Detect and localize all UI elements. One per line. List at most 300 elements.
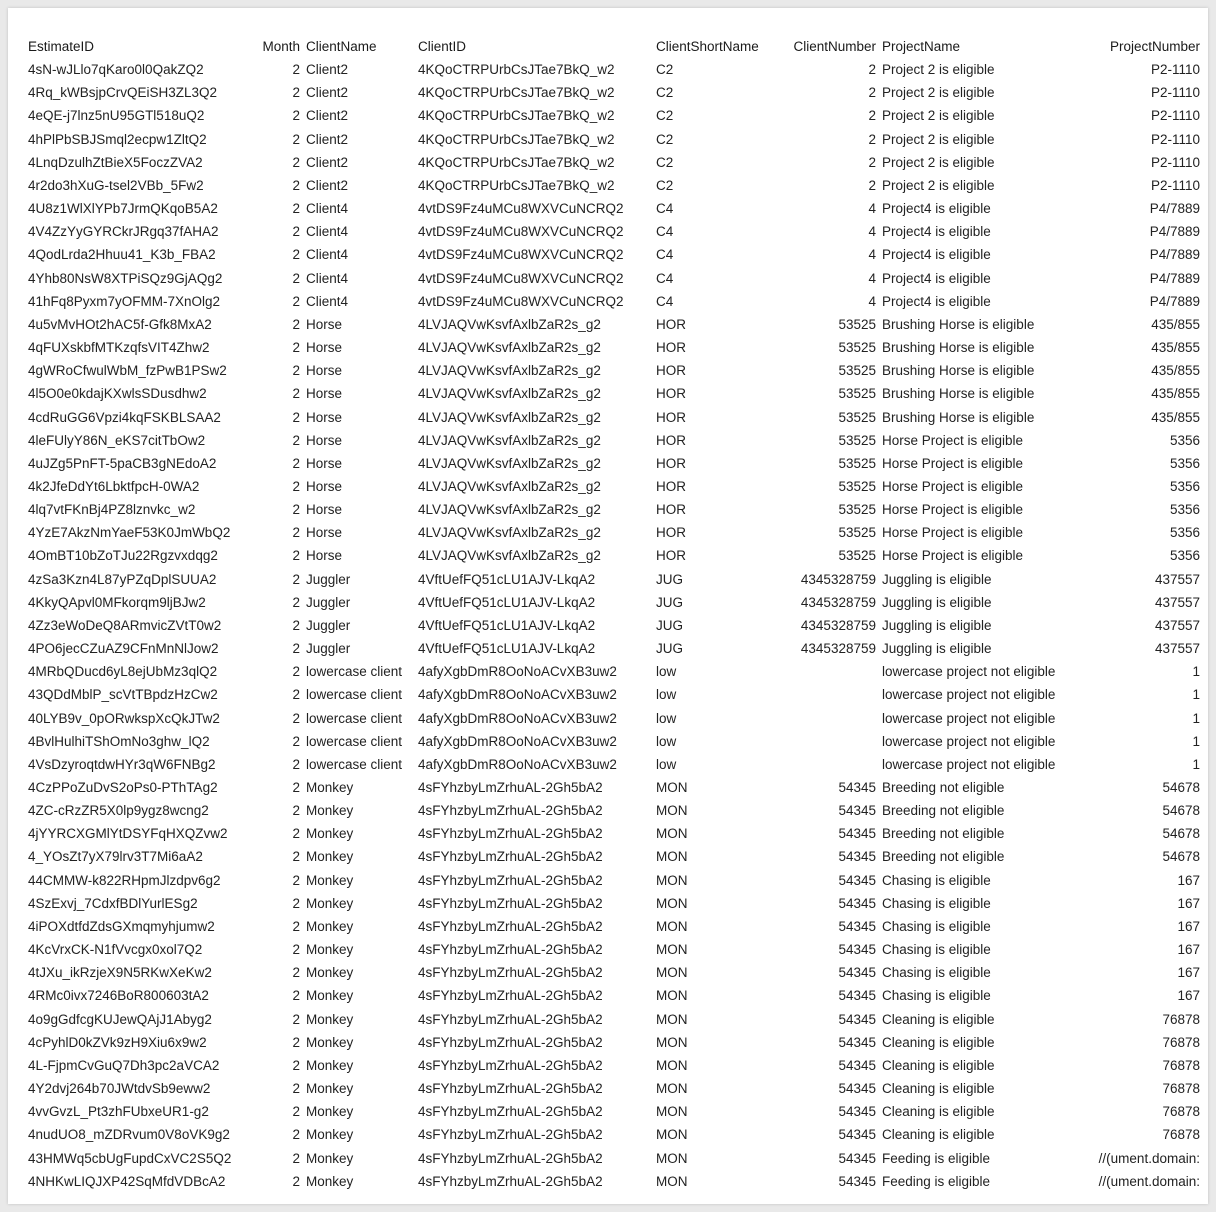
- cell-client-name: Juggler: [306, 594, 351, 610]
- cell-client-number: 54345: [838, 1034, 876, 1050]
- estimates-table: [28, 35, 1200, 1193]
- cell-client-id: 4sFYhzbyLmZrhuAL-2Gh5bA2: [418, 872, 603, 888]
- cell-client-id: 4KQoCTRPUrbCsJTae7BkQ_w2: [418, 131, 615, 147]
- col-header-clientname: ClientName: [306, 39, 377, 54]
- cell-project-number: 1: [1192, 687, 1200, 703]
- cell-client-id: 4vtDS9Fz4uMCu8WXVCuNCRQ2: [418, 224, 624, 240]
- cell-project-name: Juggling is eligible: [882, 594, 992, 610]
- cell-estimate-id: 4QodLrda2Hhuu41_K3b_FBA2: [28, 247, 216, 263]
- cell-client-short-name: MON: [656, 1057, 688, 1073]
- cell-client-number: [780, 707, 876, 730]
- cell-estimate-id: 4leFUlyY86N_eKS7citTbOw2: [28, 432, 206, 448]
- cell-month: 2: [292, 756, 300, 772]
- cell-client-id: 4sFYhzbyLmZrhuAL-2Gh5bA2: [418, 826, 603, 842]
- cell-client-name: Monkey: [306, 826, 354, 842]
- cell-client-short-name: MON: [656, 942, 688, 958]
- cell-project-name: Project4 is eligible: [882, 270, 991, 286]
- cell-client-id: 4LVJAQVwKsvfAxlbZaR2s_g2: [418, 455, 601, 471]
- cell-project-name: lowercase project not eligible: [882, 710, 1056, 726]
- cell-month: 2: [292, 316, 300, 332]
- cell-client-name: Horse: [306, 386, 343, 402]
- cell-project-name: lowercase project not eligible: [882, 687, 1056, 703]
- cell-project-name: lowercase project not eligible: [882, 733, 1056, 749]
- table-row: [28, 429, 1200, 452]
- cell-project-name: Cleaning is eligible: [882, 1081, 995, 1097]
- cell-project-name: Project4 is eligible: [882, 224, 991, 240]
- cell-client-short-name: HOR: [656, 340, 686, 356]
- cell-project-name: Juggling is eligible: [882, 571, 992, 587]
- cell-client-number: 4: [868, 224, 876, 240]
- cell-client-number: 2: [868, 62, 876, 78]
- cell-estimate-id: 4OmBT10bZoTJu22Rgzvxdqg2: [28, 548, 218, 564]
- cell-client-number: 54345: [838, 803, 876, 819]
- table-row: [28, 730, 1200, 753]
- cell-project-name: Brushing Horse is eligible: [882, 363, 1035, 379]
- cell-client-short-name: C4: [656, 293, 674, 309]
- col-header-clientshortname: ClientShortName: [656, 39, 759, 54]
- cell-project-number: 5356: [1169, 525, 1200, 541]
- cell-client-short-name: MON: [656, 988, 688, 1004]
- cell-estimate-id: 4V4ZzYyGYRCkrJRgq37fAHA2: [28, 224, 219, 240]
- cell-project-number: :ument.domain)//: [1098, 1150, 1200, 1166]
- cell-estimate-id: 4U8z1WlXlYPb7JrmQKqoB5A2: [28, 201, 218, 217]
- cell-month: 2: [292, 664, 300, 680]
- cell-project-name: Breeding not eligible: [882, 849, 1005, 865]
- cell-estimate-id: 4zSa3Kzn4L87yPZqDplSUUA2: [28, 571, 217, 587]
- table-row: [28, 220, 1200, 243]
- cell-client-id: 4sFYhzbyLmZrhuAL-2Gh5bA2: [418, 1173, 603, 1189]
- cell-estimate-id: 4SzExvj_7CdxfBDlYurlESg2: [28, 895, 198, 911]
- cell-project-name: Breeding not eligible: [882, 803, 1005, 819]
- cell-project-number: 1: [1192, 710, 1200, 726]
- cell-project-number: 54678: [1162, 826, 1200, 842]
- cell-client-number: 2: [868, 85, 876, 101]
- cell-client-name: Monkey: [306, 1127, 354, 1143]
- cell-client-short-name: HOR: [656, 432, 686, 448]
- cell-project-number: 1: [1192, 733, 1200, 749]
- cell-month: 2: [292, 1011, 300, 1027]
- cell-month: 2: [292, 432, 300, 448]
- cell-client-number: [780, 730, 876, 753]
- cell-project-name: Juggling is eligible: [882, 641, 992, 657]
- cell-project-name: Brushing Horse is eligible: [882, 386, 1035, 402]
- cell-project-number: 437557: [1154, 594, 1200, 610]
- table-row: [28, 498, 1200, 521]
- cell-project-name: Horse Project is eligible: [882, 432, 1024, 448]
- cell-client-name: Client2: [306, 108, 349, 124]
- cell-month: 2: [292, 224, 300, 240]
- table-row: [28, 1031, 1200, 1054]
- cell-client-name: Client4: [306, 247, 349, 263]
- cell-project-number: 167: [1177, 918, 1200, 934]
- cell-client-id: 4VftUefFQ51cLU1AJV-LkqA2: [418, 617, 596, 633]
- cell-project-number: P2-1110: [1150, 154, 1200, 170]
- cell-client-number: 53525: [838, 363, 876, 379]
- cell-client-short-name: C2: [656, 131, 674, 147]
- cell-project-number: 437557: [1154, 641, 1200, 657]
- table-row: [28, 544, 1200, 567]
- cell-client-number: 54345: [838, 826, 876, 842]
- table-row: [28, 151, 1200, 174]
- cell-month: 2: [292, 1081, 300, 1097]
- cell-project-number: 1: [1192, 756, 1200, 772]
- cell-estimate-id: 4NHKwLIQJXP42SqMfdVDBcA2: [28, 1173, 226, 1189]
- cell-estimate-id: 40LYB9v_0pORwkspXcQkJTw2: [28, 710, 220, 726]
- cell-client-name: Horse: [306, 548, 343, 564]
- cell-client-number: 53525: [838, 478, 876, 494]
- cell-client-id: 4sFYhzbyLmZrhuAL-2Gh5bA2: [418, 965, 603, 981]
- cell-client-number: 53525: [838, 548, 876, 564]
- cell-client-short-name: low: [656, 733, 677, 749]
- cell-project-number: 76878: [1162, 1104, 1200, 1120]
- col-header-month: Month: [262, 39, 300, 54]
- cell-month: 2: [292, 108, 300, 124]
- cell-client-name: Monkey: [306, 942, 354, 958]
- cell-client-short-name: JUG: [656, 617, 683, 633]
- cell-project-number: P4/7889: [1149, 224, 1200, 240]
- cell-client-short-name: MON: [656, 826, 688, 842]
- cell-client-id: 4afyXgbDmR8OoNoACvXB3uw2: [418, 664, 617, 680]
- cell-client-id: 4vtDS9Fz4uMCu8WXVCuNCRQ2: [418, 270, 624, 286]
- document-page: [8, 8, 1208, 1204]
- cell-project-name: Breeding not eligible: [882, 780, 1005, 795]
- cell-estimate-id: 4cPyhlD0kZVk9zH9Xiu6x9w2: [28, 1034, 207, 1050]
- cell-month: 2: [292, 1127, 300, 1143]
- cell-month: 2: [292, 918, 300, 934]
- cell-client-number: 4: [868, 247, 876, 263]
- cell-client-number: [780, 683, 876, 706]
- cell-project-number: 167: [1177, 965, 1200, 981]
- table-row: [28, 359, 1200, 382]
- cell-client-id: 4sFYhzbyLmZrhuAL-2Gh5bA2: [418, 1150, 603, 1166]
- cell-project-number: P4/7889: [1149, 293, 1200, 309]
- cell-client-name: Monkey: [306, 988, 354, 1004]
- cell-month: 2: [292, 710, 300, 726]
- table-row: [28, 892, 1200, 915]
- cell-client-id: 4afyXgbDmR8OoNoACvXB3uw2: [418, 710, 617, 726]
- cell-client-number: 2: [868, 177, 876, 193]
- cell-project-name: Feeding is eligible: [882, 1173, 991, 1189]
- cell-month: 2: [292, 478, 300, 494]
- cell-client-name: Monkey: [306, 895, 354, 911]
- table-row: [28, 637, 1200, 660]
- cell-month: 2: [292, 340, 300, 356]
- cell-project-number: 435/855: [1151, 363, 1200, 379]
- cell-client-short-name: C2: [656, 154, 674, 170]
- cell-month: 2: [292, 154, 300, 170]
- cell-client-number: 2: [868, 154, 876, 170]
- cell-client-short-name: MON: [656, 803, 688, 819]
- cell-estimate-id: 4gWRoCfwulWbM_fzPwB1PSw2: [28, 363, 227, 379]
- cell-project-number: 5356: [1169, 432, 1200, 448]
- cell-month: 2: [292, 1173, 300, 1189]
- cell-client-name: Monkey: [306, 1150, 354, 1166]
- cell-client-name: Monkey: [306, 1173, 354, 1189]
- cell-month: 2: [292, 780, 300, 795]
- cell-client-name: Horse: [306, 316, 343, 332]
- cell-client-id: 4LVJAQVwKsvfAxlbZaR2s_g2: [418, 409, 601, 425]
- cell-estimate-id: 4lq7vtFKnBj4PZ8lznvkc_w2: [28, 502, 196, 518]
- cell-client-number: 53525: [838, 525, 876, 541]
- table-row: [28, 1008, 1200, 1031]
- cell-project-number: 435/855: [1151, 386, 1200, 402]
- cell-client-number: 4: [868, 201, 876, 217]
- cell-estimate-id: 4jYYRCXGMlYtDSYFqHXQZvw2: [28, 826, 228, 842]
- cell-project-name: Project 2 is eligible: [882, 154, 995, 170]
- cell-client-name: Monkey: [306, 1057, 354, 1073]
- cell-client-number: 54345: [838, 1081, 876, 1097]
- cell-client-short-name: C2: [656, 108, 674, 124]
- cell-project-name: Chasing is eligible: [882, 895, 991, 911]
- cell-project-name: Project 2 is eligible: [882, 177, 995, 193]
- cell-client-id: 4LVJAQVwKsvfAxlbZaR2s_g2: [418, 432, 601, 448]
- cell-client-id: 4sFYhzbyLmZrhuAL-2Gh5bA2: [418, 1034, 603, 1050]
- table-row: [28, 869, 1200, 892]
- cell-client-number: 54345: [838, 1057, 876, 1073]
- cell-client-number: 4345328759: [800, 594, 876, 610]
- cell-estimate-id: 4RMc0ivx7246BoR800603tA2: [28, 988, 209, 1004]
- cell-project-number: 435/855: [1151, 316, 1200, 332]
- cell-client-name: Horse: [306, 340, 343, 356]
- cell-project-number: 76878: [1162, 1011, 1200, 1027]
- cell-project-name: Project 2 is eligible: [882, 108, 995, 124]
- cell-client-name: Monkey: [306, 780, 354, 795]
- cell-client-name: Monkey: [306, 1034, 354, 1050]
- cell-estimate-id: 4o9gGdfcgKUJewQAjJ1Abyg2: [28, 1011, 212, 1027]
- cell-project-name: Project 2 is eligible: [882, 131, 995, 147]
- cell-client-short-name: MON: [656, 1104, 688, 1120]
- cell-client-id: 4VftUefFQ51cLU1AJV-LkqA2: [418, 641, 596, 657]
- cell-month: 2: [292, 247, 300, 263]
- cell-month: 2: [292, 687, 300, 703]
- cell-project-number: 76878: [1162, 1081, 1200, 1097]
- table-row: [28, 58, 1200, 81]
- cell-client-number: 54345: [838, 988, 876, 1004]
- table-row: [28, 521, 1200, 544]
- cell-client-short-name: C2: [656, 85, 674, 101]
- cell-client-short-name: MON: [656, 918, 688, 934]
- cell-client-short-name: HOR: [656, 455, 686, 471]
- table-row: [28, 197, 1200, 220]
- cell-client-id: 4LVJAQVwKsvfAxlbZaR2s_g2: [418, 548, 601, 564]
- cell-client-name: Monkey: [306, 872, 354, 888]
- cell-month: 2: [292, 826, 300, 842]
- cell-client-name: lowercase client: [306, 756, 403, 772]
- cell-project-name: Chasing is eligible: [882, 988, 991, 1004]
- cell-estimate-id: 4Yhb80NsW8XTPiSQz9GjAQg2: [28, 270, 223, 286]
- table-row: [28, 81, 1200, 104]
- table-row: [28, 984, 1200, 1007]
- cell-project-number: P2-1110: [1150, 108, 1200, 124]
- cell-client-number: 4: [868, 293, 876, 309]
- cell-estimate-id: 4VsDzyroqtdwHYr3qW6FNBg2: [28, 756, 216, 772]
- cell-client-number: 54345: [838, 1127, 876, 1143]
- cell-client-id: 4vtDS9Fz4uMCu8WXVCuNCRQ2: [418, 247, 624, 263]
- cell-client-short-name: HOR: [656, 386, 686, 402]
- cell-client-short-name: MON: [656, 849, 688, 865]
- cell-client-id: 4LVJAQVwKsvfAxlbZaR2s_g2: [418, 502, 601, 518]
- cell-month: 2: [292, 965, 300, 981]
- cell-project-number: 76878: [1162, 1057, 1200, 1073]
- cell-client-id: 4afyXgbDmR8OoNoACvXB3uw2: [418, 687, 617, 703]
- cell-client-name: Monkey: [306, 1011, 354, 1027]
- cell-project-name: Cleaning is eligible: [882, 1104, 995, 1120]
- cell-client-short-name: low: [656, 664, 677, 680]
- cell-client-number: 53525: [838, 386, 876, 402]
- cell-estimate-id: 4YzE7AkzNmYaeF53K0JmWbQ2: [28, 525, 231, 541]
- cell-client-name: Monkey: [306, 849, 354, 865]
- cell-estimate-id: 4nudUO8_mZDRvum0V8oVK9g2: [28, 1127, 230, 1143]
- cell-client-name: Client2: [306, 85, 349, 101]
- table-row: [28, 591, 1200, 614]
- table-row: [28, 961, 1200, 984]
- cell-month: 2: [292, 386, 300, 402]
- cell-project-number: 167: [1177, 942, 1200, 958]
- cell-estimate-id: 4sN-wJLlo7qKaro0l0QakZQ2: [28, 62, 204, 78]
- cell-month: 2: [292, 1057, 300, 1073]
- cell-project-number: 437557: [1154, 571, 1200, 587]
- col-header-projectname: ProjectName: [882, 39, 961, 54]
- table-row: [28, 1100, 1200, 1123]
- cell-project-name: lowercase project not eligible: [882, 756, 1056, 772]
- table-row: [28, 128, 1200, 151]
- cell-month: 2: [292, 525, 300, 541]
- cell-project-name: Project4 is eligible: [882, 293, 991, 309]
- cell-client-name: Horse: [306, 455, 343, 471]
- cell-project-number: P4/7889: [1149, 201, 1200, 217]
- cell-estimate-id: 4KkyQApvl0MFkorqm9ljBJw2: [28, 594, 206, 610]
- cell-client-short-name: MON: [656, 1034, 688, 1050]
- cell-client-id: 4KQoCTRPUrbCsJTae7BkQ_w2: [418, 108, 615, 124]
- cell-project-number: 5356: [1169, 502, 1200, 518]
- cell-client-short-name: HOR: [656, 525, 686, 541]
- cell-client-id: 4sFYhzbyLmZrhuAL-2Gh5bA2: [418, 803, 603, 819]
- cell-client-short-name: C2: [656, 177, 674, 193]
- table-row: [28, 799, 1200, 822]
- cell-client-short-name: C4: [656, 270, 674, 286]
- cell-month: 2: [292, 942, 300, 958]
- cell-client-id: 4KQoCTRPUrbCsJTae7BkQ_w2: [418, 177, 615, 193]
- cell-estimate-id: 4Y2dvj264b70JWtdvSb9eww2: [28, 1081, 211, 1097]
- cell-estimate-id: 4l5O0e0kdajKXwlsSDusdhw2: [28, 386, 207, 402]
- cell-project-number: 1: [1192, 664, 1200, 680]
- cell-client-id: 4LVJAQVwKsvfAxlbZaR2s_g2: [418, 525, 601, 541]
- cell-client-name: Horse: [306, 409, 343, 425]
- cell-client-short-name: MON: [656, 1173, 688, 1189]
- cell-project-name: Cleaning is eligible: [882, 1011, 995, 1027]
- cell-project-number: P4/7889: [1149, 247, 1200, 263]
- cell-client-name: Client4: [306, 224, 349, 240]
- table-row: [28, 1123, 1200, 1146]
- cell-client-id: 4KQoCTRPUrbCsJTae7BkQ_w2: [418, 62, 615, 78]
- cell-project-name: Horse Project is eligible: [882, 478, 1024, 494]
- cell-estimate-id: 4eQE-j7lnz5nU95GTl518uQ2: [28, 108, 205, 124]
- cell-month: 2: [292, 594, 300, 610]
- cell-month: 2: [292, 1034, 300, 1050]
- cell-project-number: :ument.domain)//: [1098, 1173, 1200, 1189]
- cell-estimate-id: 43HMWq5cbUgFupdCxVC2S5Q2: [28, 1150, 232, 1166]
- cell-month: 2: [292, 85, 300, 101]
- cell-client-name: Monkey: [306, 965, 354, 981]
- cell-month: 2: [292, 571, 300, 587]
- cell-month: 2: [292, 455, 300, 471]
- table-row: [28, 104, 1200, 127]
- cell-estimate-id: 41hFq8Pyxm7yOFMM-7XnOlg2: [28, 293, 221, 309]
- cell-client-name: Horse: [306, 363, 343, 379]
- cell-client-number: 2: [868, 108, 876, 124]
- cell-client-short-name: JUG: [656, 641, 683, 657]
- cell-client-number: 54345: [838, 965, 876, 981]
- cell-estimate-id: 4hPlPbSBJSmql2ecpw1ZltQ2: [28, 131, 207, 147]
- cell-estimate-id: 4PO6jecCZuAZ9CFnMnNlJow2: [28, 641, 219, 657]
- cell-client-short-name: low: [656, 687, 677, 703]
- cell-month: 2: [292, 1150, 300, 1166]
- cell-client-short-name: C4: [656, 247, 674, 263]
- cell-client-short-name: MON: [656, 1150, 688, 1166]
- cell-client-short-name: MON: [656, 780, 688, 795]
- table-row: [28, 313, 1200, 336]
- cell-client-name: lowercase client: [306, 710, 403, 726]
- cell-client-number: 54345: [838, 1104, 876, 1120]
- cell-client-name: Client2: [306, 177, 349, 193]
- table-row: [28, 243, 1200, 266]
- cell-project-number: 54678: [1162, 780, 1200, 795]
- cell-project-name: Project4 is eligible: [882, 201, 991, 217]
- cell-estimate-id: 4_YOsZt7yX79lrv3T7Mi6aA2: [28, 849, 203, 865]
- cell-client-number: 4345328759: [800, 571, 876, 587]
- cell-project-name: Feeding is eligible: [882, 1150, 991, 1166]
- cell-estimate-id: 4MRbQDucd6yL8ejUbMz3qlQ2: [28, 664, 218, 680]
- cell-month: 2: [292, 409, 300, 425]
- cell-project-name: Chasing is eligible: [882, 965, 991, 981]
- cell-client-id: 4vtDS9Fz4uMCu8WXVCuNCRQ2: [418, 293, 624, 309]
- cell-estimate-id: 44CMMW-k822RHpmJlzdpv6g2: [28, 872, 221, 888]
- cell-client-name: lowercase client: [306, 733, 403, 749]
- cell-client-number: 54345: [838, 895, 876, 911]
- cell-client-name: Monkey: [306, 918, 354, 934]
- cell-project-number: 5356: [1169, 455, 1200, 471]
- cell-client-short-name: C2: [656, 62, 674, 78]
- cell-project-name: Horse Project is eligible: [882, 502, 1024, 518]
- cell-project-number: 167: [1177, 895, 1200, 911]
- table-row: [28, 660, 1200, 683]
- cell-client-id: 4LVJAQVwKsvfAxlbZaR2s_g2: [418, 316, 601, 332]
- table-row: [28, 475, 1200, 498]
- table-row: [28, 1077, 1200, 1100]
- cell-project-number: 5356: [1169, 548, 1200, 564]
- cell-month: 2: [292, 270, 300, 286]
- cell-client-short-name: JUG: [656, 594, 683, 610]
- cell-client-id: 4sFYhzbyLmZrhuAL-2Gh5bA2: [418, 1081, 603, 1097]
- cell-estimate-id: 43QDdMblP_scVtTBpdzHzCw2: [28, 687, 218, 703]
- cell-month: 2: [292, 177, 300, 193]
- cell-month: 2: [292, 988, 300, 1004]
- cell-client-short-name: HOR: [656, 502, 686, 518]
- table-row: [28, 707, 1200, 730]
- cell-estimate-id: 4L-FjpmCvGuQ7Dh3pc2aVCA2: [28, 1057, 220, 1073]
- cell-project-name: Horse Project is eligible: [882, 548, 1024, 564]
- cell-project-number: P2-1110: [1150, 62, 1200, 78]
- cell-client-name: Juggler: [306, 617, 351, 633]
- table-row: [28, 822, 1200, 845]
- cell-estimate-id: 4iPOXdtfdZdsGXmqmyhjumw2: [28, 918, 215, 934]
- cell-estimate-id: 4Zz3eWoDeQ8ARmvicZVtT0w2: [28, 617, 222, 633]
- table-row: [28, 568, 1200, 591]
- cell-client-short-name: HOR: [656, 478, 686, 494]
- table-row: [28, 915, 1200, 938]
- cell-estimate-id: 4k2JfeDdYt6LbktfpcH-0WA2: [28, 478, 200, 494]
- col-header-clientid: ClientID: [418, 39, 467, 54]
